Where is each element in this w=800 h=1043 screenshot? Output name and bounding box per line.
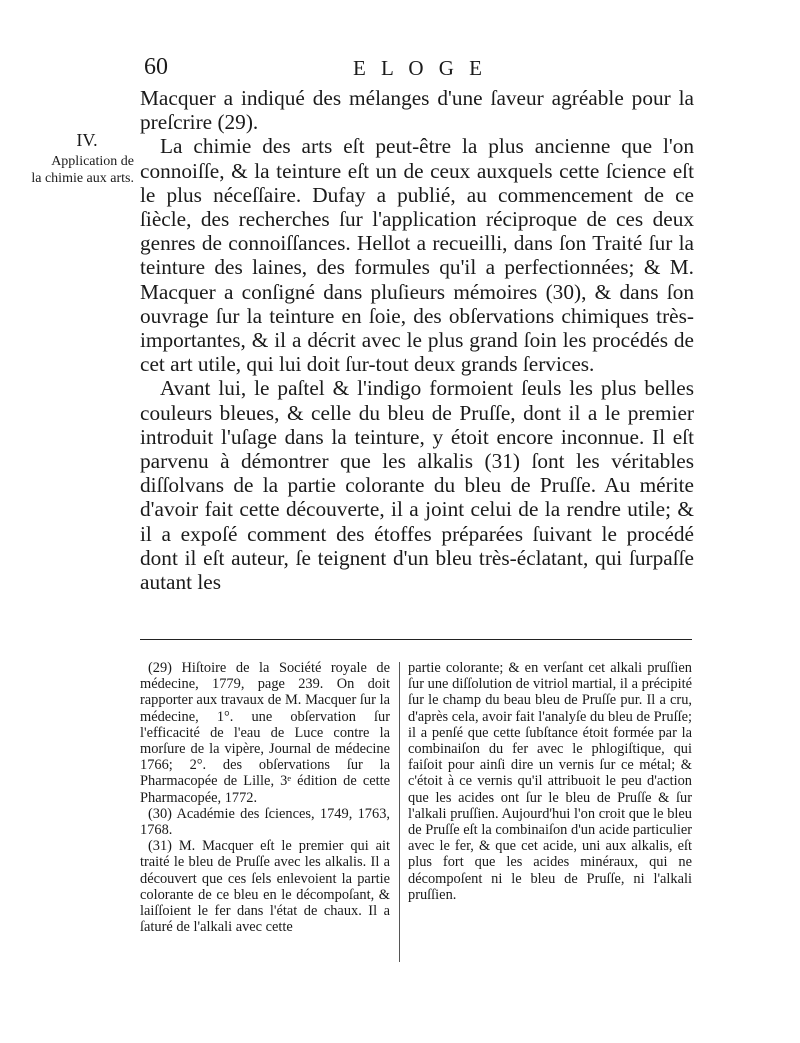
running-title: E L O G E (352, 56, 488, 80)
footnote-31-continued: partie colorante; & en verſant cet alkali pruſſien ſur une diſſolution de vitriol martial, il a précipité ſur le champ du beau bleu de Pruſſe pur. Il a cru, d'après cela, avoir fait l'analyſe du bleu de Pruſſe; il a penſé que cette ſubſtance étoit formée par la combinaiſon du fer avec le phlogiſtique, qui faiſoit pour ainſi dire un vernis ſur ce métal; & c'étoit à ce vernis qu'il attribuoit le peu d'action que les acides ont ſur le bleu de Pruſſe & ſur l'alkali pruſſien. Aujourd'hui l'on croit que le bleu de Pruſſe eſt la combinaiſon d'un acide particulier avec le fer, & que cet acide, uni aux alkalis, eſt plus fort que les acides minéraux, qui ne décompoſent ni le bleu de Pruſſe, ni l'alkali pruſſien. (408, 660, 692, 903)
main-text (140, 86, 694, 594)
footnotes-right-column (408, 660, 692, 903)
paragraph-2: La chimie des arts eſt peut-être la plus ancienne que l'on connoiſſe, & la teinture eſt un de ceux auxquels cette ſcience eſt le plus néceſſaire. Dufay a publié, au commencement de ce ſiècle, des recherches ſur l'application réciproque de ces deux genres de connoiſſances. Hellot a recueilli, dans ſon Traité ſur la teinture des laines, des formules qu'il a perfectionnées; & M. Macquer a conſigné dans pluſieurs mémoires (30), & dans ſon ouvrage ſur la teinture en ſoie, des obſervations chimiques très-importantes, & il a décrit avec le plus grand ſoin les procédés de cet art utile, qui lui doit ſur-tout deux grands ſervices. (140, 134, 694, 377)
footnote-30: (30) Académie des ſciences, 1749, 1763, 1768. (140, 805, 390, 839)
paragraph-1: Macquer a indiqué des mélanges d'une ſaveur agréable pour la preſcrire (29). (140, 86, 694, 135)
footnote-29: (29) Hiſtoire de la Société royale de médecine, 1779, page 239. On doit rapporter aux travaux de M. Macquer ſur la médecine, 1°. une obſervation ſur l'efficacité de l'eau de Luce contre la morſure de la vipère, Journal de médecine 1766; 2°. des obſervations ſur la Pharmacopée de Lille, 3ᵉ édition de cette Pharmacopée, 1772. (140, 660, 390, 806)
footnote-rule (140, 639, 692, 640)
margin-caption-line-1: Application de (51, 154, 134, 169)
column-divider (399, 662, 400, 962)
margin-caption-line-2: la chimie aux arts. (31, 171, 134, 186)
margin-note (0, 130, 134, 187)
page-header (140, 54, 700, 88)
section-numeral: IV. (76, 130, 98, 150)
footnotes-left-column (140, 660, 390, 935)
page-number: 60 (144, 54, 168, 80)
paragraph-3: Avant lui, le paſtel & l'indigo formoient ſeuls les plus belles couleurs bleues, & celle du bleu de Pruſſe, dont il a le premier introduit l'uſage dans la teinture, y étoit encore inconnue. Il eſt parvenu à démontrer que les alkalis (31) ſont les véritables diſſolvans de la partie colorante du bleu de Pruſſe. Au mérite d'avoir fait cette découverte, il a joint celui de la rendre utile; & il a expoſé comment des étoffes préparées ſuivant le procédé dont il eſt auteur, ſe teignent d'un bleu très-éclatant, qui ſurpaſſe autant les (140, 376, 694, 595)
footnote-31: (31) M. Macquer eſt le premier qui ait traité le bleu de Pruſſe avec les alkalis. Il a découvert que ces ſels enlevoient la partie colorante de ce bleu en le décompoſant, & laiſſoient le fer dans l'état de chaux. Il a ſaturé de l'alkali avec cette (140, 838, 390, 936)
